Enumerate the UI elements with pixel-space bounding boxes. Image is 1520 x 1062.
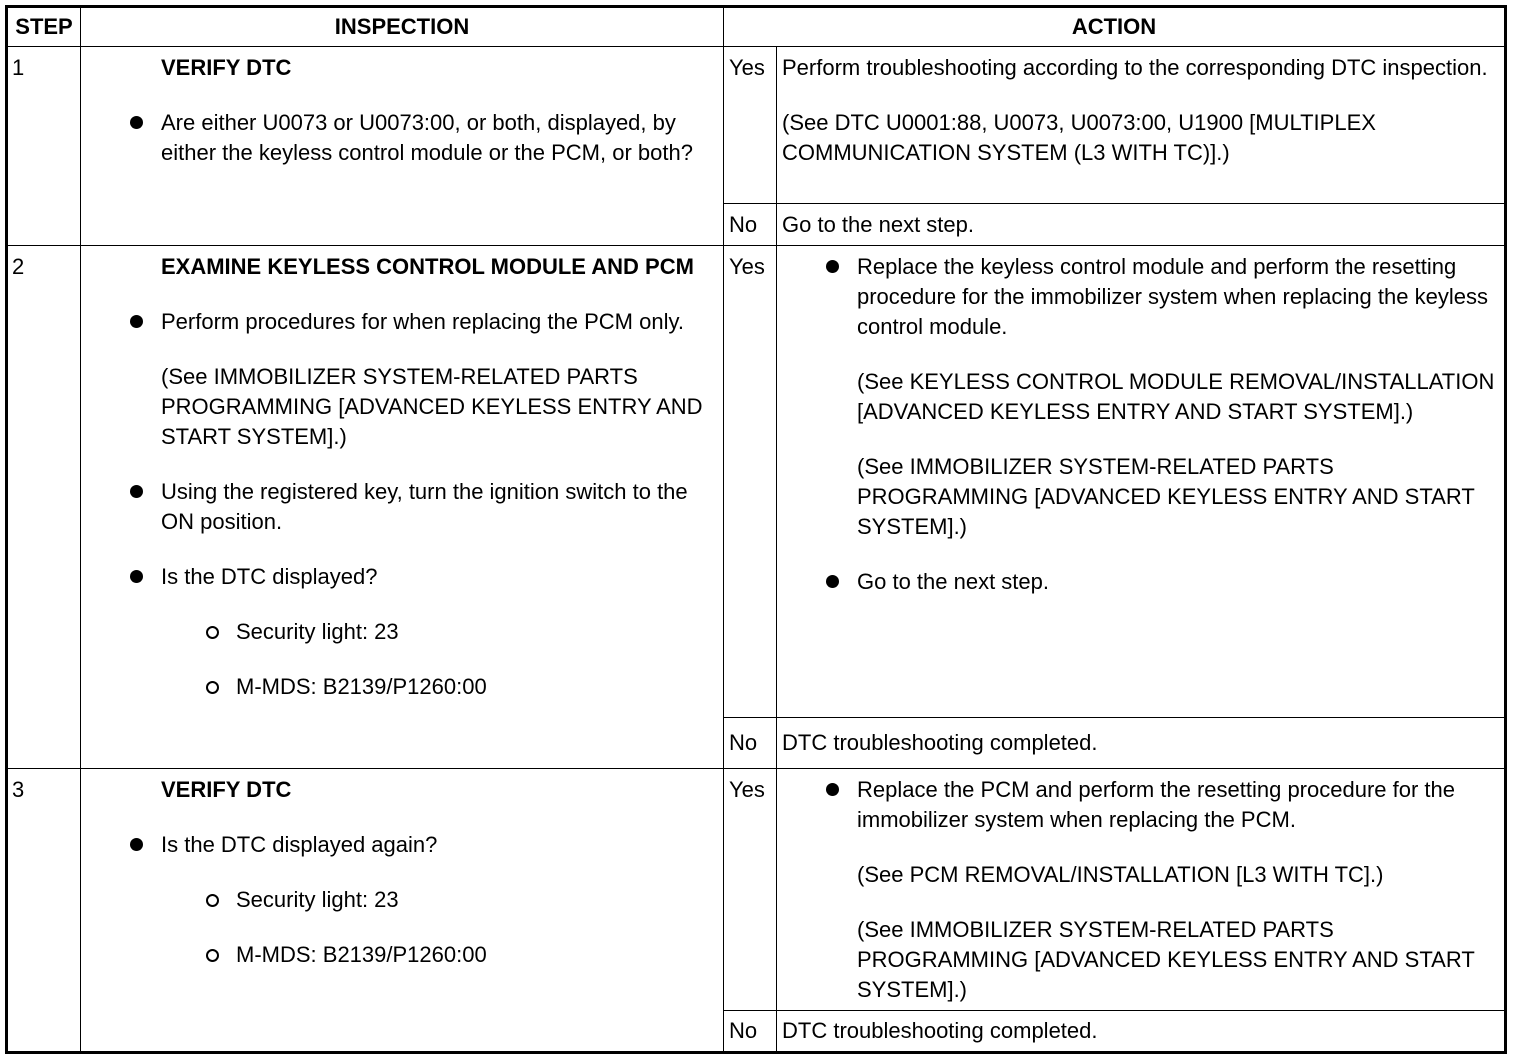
action-bullet: Replace the keyless control module and perform the resetting procedure for the immobilizer system when replacing the keyless control module. <box>857 252 1496 342</box>
action-reference: (See DTC U0001:88, U0073, U0073:00, U1900 [MULTIPLEX COMMUNICATION SYSTEM (L3 WITH TC)].) <box>782 110 1376 166</box>
header-action: ACTION <box>724 7 1506 47</box>
action-reference: (See KEYLESS CONTROL MODULE REMOVAL/INSTALLATION [ADVANCED KEYLESS ENTRY AND START SYSTEM].) <box>857 369 1495 425</box>
step-inspection <box>81 768 724 1052</box>
troubleshooting-table-wrapper <box>5 5 1507 1054</box>
circle-bullet-icon <box>206 949 219 962</box>
inspection-bullet: Using the registered key, turn the ignition switch to the ON position. <box>161 477 715 537</box>
table-row <box>7 47 1506 204</box>
no-label: No <box>724 204 777 246</box>
no-label: No <box>724 717 777 768</box>
bullet-icon <box>826 575 839 588</box>
troubleshooting-table <box>5 5 1507 1054</box>
step-inspection <box>81 47 724 246</box>
yes-action <box>777 47 1506 204</box>
no-label: No <box>724 1010 777 1052</box>
inspection-bullet: Are either U0073 or U0073:00, or both, displayed, by either the keyless control module or the PCM, or both? <box>161 108 715 168</box>
inspection-bullet: Perform procedures for when replacing the PCM only. <box>161 307 715 337</box>
inspection-sub-bullet: M-MDS: B2139/P1260:00 <box>236 672 715 702</box>
step-heading: VERIFY DTC <box>161 55 292 81</box>
inspection-reference: (See IMMOBILIZER SYSTEM-RELATED PARTS PROGRAMMING [ADVANCED KEYLESS ENTRY AND START SYSTEM].) <box>161 364 703 450</box>
inspection-bullet: Is the DTC displayed again? <box>161 830 715 860</box>
yes-label: Yes <box>724 768 777 1010</box>
table-row <box>7 246 1506 717</box>
bullet-icon <box>130 315 143 328</box>
inspection-sub-bullet: Security light: 23 <box>236 617 715 647</box>
table-row <box>7 768 1506 1010</box>
bullet-icon <box>826 783 839 796</box>
step-inspection <box>81 246 724 768</box>
no-action: DTC troubleshooting completed. <box>777 717 1506 768</box>
circle-bullet-icon <box>206 894 219 907</box>
step-heading: EXAMINE KEYLESS CONTROL MODULE AND PCM <box>161 254 694 280</box>
inspection-sub-bullet: Security light: 23 <box>236 885 715 915</box>
action-text: Perform troubleshooting according to the corresponding DTC inspection. <box>782 55 1488 81</box>
action-bullet: Replace the PCM and perform the resetting procedure for the immobilizer system when replacing the PCM. <box>857 775 1496 835</box>
no-action: DTC troubleshooting completed. <box>777 1010 1506 1052</box>
bullet-icon <box>130 485 143 498</box>
inspection-bullet: Is the DTC displayed? <box>161 562 715 592</box>
header-inspection: INSPECTION <box>81 7 724 47</box>
table-header-row <box>7 7 1506 47</box>
bullet-icon <box>130 570 143 583</box>
step-number: 1 <box>7 47 81 246</box>
step-number: 2 <box>7 246 81 768</box>
action-bullet: Go to the next step. <box>857 567 1496 597</box>
action-reference: (See IMMOBILIZER SYSTEM-RELATED PARTS PROGRAMMING [ADVANCED KEYLESS ENTRY AND START SYSTEM].) <box>857 916 1475 1002</box>
bullet-icon <box>826 260 839 273</box>
step-heading: VERIFY DTC <box>161 776 292 802</box>
header-step: STEP <box>7 7 81 47</box>
no-action: Go to the next step. <box>777 204 1506 246</box>
inspection-sub-bullet: M-MDS: B2139/P1260:00 <box>236 940 715 970</box>
step-number: 3 <box>7 768 81 1052</box>
circle-bullet-icon <box>206 626 219 639</box>
yes-label: Yes <box>724 47 777 204</box>
action-reference: (See PCM REMOVAL/INSTALLATION [L3 WITH TC].) <box>857 861 1384 887</box>
bullet-icon <box>130 116 143 129</box>
action-reference: (See IMMOBILIZER SYSTEM-RELATED PARTS PROGRAMMING [ADVANCED KEYLESS ENTRY AND START SYSTEM].) <box>857 454 1475 540</box>
yes-action <box>777 768 1506 1010</box>
yes-action <box>777 246 1506 717</box>
yes-label: Yes <box>724 246 777 717</box>
circle-bullet-icon <box>206 681 219 694</box>
bullet-icon <box>130 838 143 851</box>
